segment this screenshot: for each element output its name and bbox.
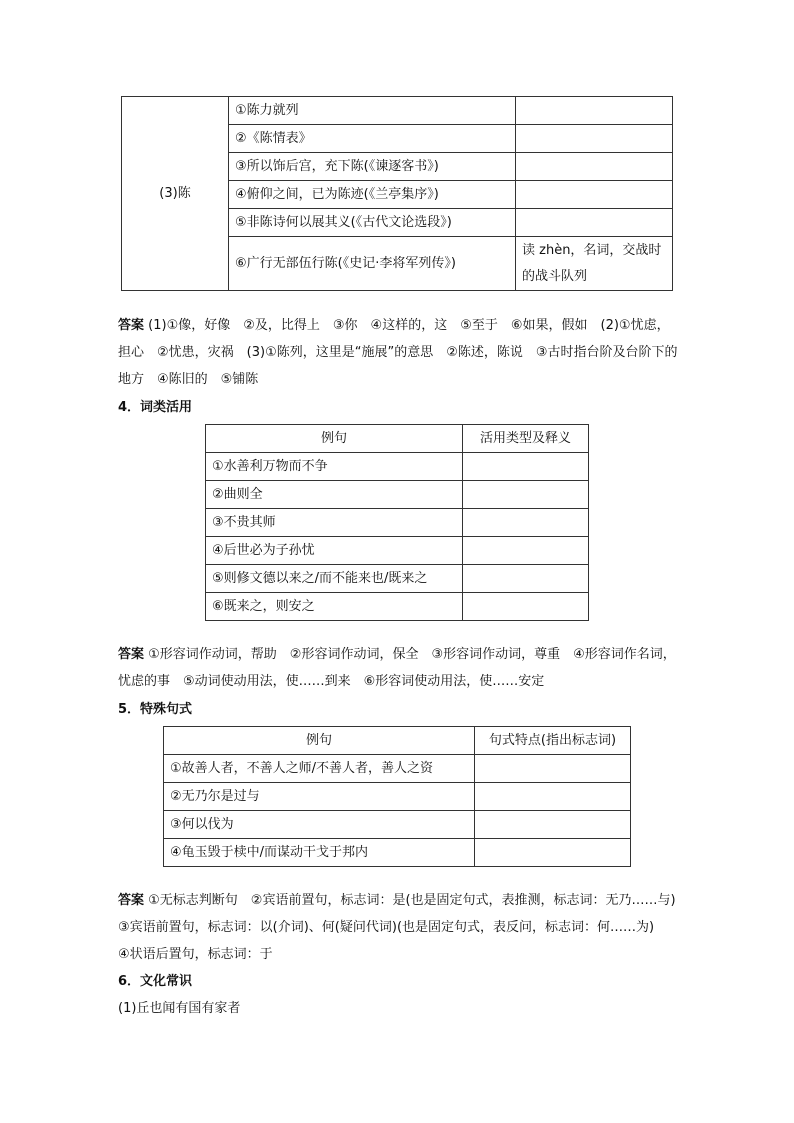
pattern-answer-cell bbox=[475, 811, 631, 839]
chen-example-3: ③所以饰后宫，充下陈(《谏逐客书》) bbox=[229, 153, 516, 181]
chen-note-1 bbox=[516, 97, 673, 125]
answer-label: 答案 bbox=[118, 893, 145, 908]
chen-note-3 bbox=[516, 153, 673, 181]
section-title: 5．特殊句式 bbox=[118, 702, 193, 717]
usage-answer-cell bbox=[463, 565, 589, 593]
header-example: 例句 bbox=[206, 425, 463, 453]
section-title: 4．词类活用 bbox=[118, 400, 193, 415]
pattern-example-4: ④龟玉毁于椟中/而谋动干戈于邦内 bbox=[164, 839, 475, 867]
pattern-example-3: ③何以伐为 bbox=[164, 811, 475, 839]
header-example: 例句 bbox=[164, 727, 475, 755]
usage-example-2: ②曲则全 bbox=[206, 481, 463, 509]
usage-example-4: ④后世必为子孙忧 bbox=[206, 537, 463, 565]
chen-example-4: ④俯仰之间，已为陈迹(《兰亭集序》) bbox=[229, 181, 516, 209]
answer-2 bbox=[118, 641, 678, 695]
header-pattern: 句式特点(指出标志词) bbox=[475, 727, 631, 755]
answer-label: 答案 bbox=[118, 647, 145, 662]
answer-text: (1)①像，好像 ②及，比得上 ③你 ④这样的，这 ⑤至于 ⑥如果，假如 (2)①忧虑，担心 ②忧患，灾祸 (3)①陈列，这里是“施展”的意思 ②陈述，陈说 ③古时指台阶及台阶下的地方 ④陈旧的 ⑤铺陈 bbox=[118, 318, 678, 387]
chen-note-4 bbox=[516, 181, 673, 209]
answer-text: ①形容词作动词，帮助 ②形容词作动词，保全 ③形容词作动词，尊重 ④形容词作名词，忧虑的事 ⑤动词使动用法，使……到来 ⑥形容词使动用法，使……安定 bbox=[118, 647, 676, 689]
culture-line-1: (1)丘也闻有国有家者 bbox=[118, 1001, 241, 1016]
usage-example-6: ⑥既来之，则安之 bbox=[206, 593, 463, 621]
usage-answer-cell bbox=[463, 509, 589, 537]
chen-note-5 bbox=[516, 209, 673, 237]
chen-note-2 bbox=[516, 125, 673, 153]
usage-example-5: ⑤则修文德以来之/而不能来也/既来之 bbox=[206, 565, 463, 593]
sentence-pattern-table bbox=[163, 726, 631, 867]
word-usage-table bbox=[205, 424, 589, 621]
chen-example-2: ②《陈情表》 bbox=[229, 125, 516, 153]
chen-label: (3)陈 bbox=[122, 97, 229, 291]
header-usage: 活用类型及释义 bbox=[463, 425, 589, 453]
chen-note-6: 读 zhèn，名词，交战时的战斗队列 bbox=[516, 237, 673, 291]
chen-example-5: ⑤非陈诗何以展其义(《古代文论选段》) bbox=[229, 209, 516, 237]
usage-answer-cell bbox=[463, 593, 589, 621]
answer-1 bbox=[118, 312, 678, 393]
usage-answer-cell bbox=[463, 453, 589, 481]
pattern-answer-cell bbox=[475, 839, 631, 867]
answer-label: 答案 bbox=[118, 318, 145, 333]
chen-table bbox=[121, 96, 673, 291]
chen-example-1: ①陈力就列 bbox=[229, 97, 516, 125]
answer-3 bbox=[118, 887, 689, 968]
usage-answer-cell bbox=[463, 537, 589, 565]
section-title: 6．文化常识 bbox=[118, 974, 193, 989]
pattern-answer-cell bbox=[475, 755, 631, 783]
pattern-answer-cell bbox=[475, 783, 631, 811]
answer-text: ①无标志判断句 ②宾语前置句，标志词：是(也是固定句式，表推测，标志词：无乃……与) ③宾语前置句，标志词：以(介词)、何(疑问代词)(也是固定句式，表反问，标志词：何……为) ④状语后置句，标志词：于 bbox=[118, 893, 689, 962]
pattern-example-1: ①故善人者，不善人之师/不善人者，善人之资 bbox=[164, 755, 475, 783]
pattern-example-2: ②无乃尔是过与 bbox=[164, 783, 475, 811]
usage-answer-cell bbox=[463, 481, 589, 509]
usage-example-1: ①水善利万物而不争 bbox=[206, 453, 463, 481]
usage-example-3: ③不贵其师 bbox=[206, 509, 463, 537]
chen-example-6: ⑥广行无部伍行陈(《史记·李将军列传》) bbox=[229, 237, 516, 291]
